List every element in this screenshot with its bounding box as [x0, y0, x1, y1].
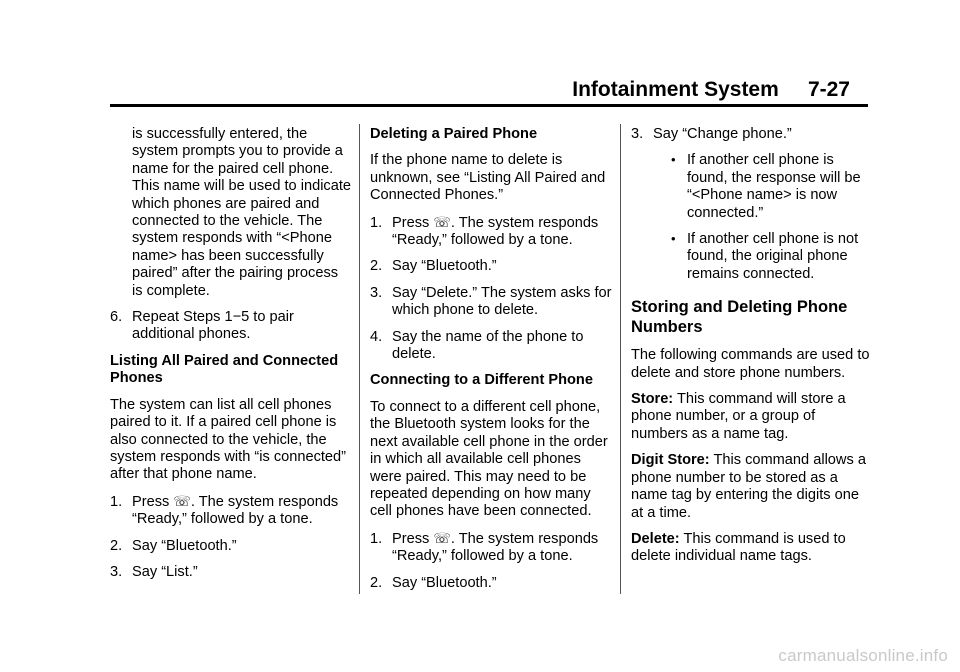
continued-paragraph: is successfully entered, the system prompts you to provide a name for the paired cell phone. This name will be used to indicate which phones are paired and connected to the vehicle. The system responds with “<Phone name> has been successfully paired” after the pairing process is complete.	[132, 126, 352, 299]
step-number: 3.	[370, 284, 383, 301]
step-text: Say “Change phone.”	[653, 126, 792, 142]
bullet-item	[631, 152, 873, 222]
step-number: 1.	[110, 493, 123, 510]
step-text: Say “Bluetooth.”	[392, 258, 497, 275]
step-text: Say “List.”	[132, 563, 198, 580]
column-1	[110, 126, 352, 590]
step-number: 2.	[370, 574, 383, 591]
step-text-post: . The system responds “Ready,” followed by a tone.	[132, 493, 339, 528]
deleting-paragraph: If the phone name to delete is unknown, see “Listing All Paired and Connected Phones.”	[370, 152, 606, 204]
listing-step-2	[110, 538, 352, 555]
section-heading-storing: Storing and Deleting Phone Numbers	[631, 298, 848, 337]
step-number: 6.	[110, 309, 123, 326]
storing-intro-paragraph: The following commands are used to delete and store phone numbers.	[631, 347, 870, 381]
phone-icon: ☏	[173, 492, 191, 509]
step-text: Say “Bluetooth.”	[392, 574, 497, 591]
step-6	[110, 309, 352, 344]
term-delete	[631, 531, 873, 566]
term-label: Digit Store:	[631, 452, 710, 469]
step-number: 3.	[110, 563, 123, 580]
column-3	[631, 126, 873, 575]
subheading-listing: Listing All Paired and Connected Phones	[110, 352, 339, 387]
step-text: Say “Bluetooth.”	[132, 537, 237, 554]
header-rule	[110, 104, 868, 107]
subheading-deleting: Deleting a Paired Phone	[370, 126, 538, 142]
connecting-paragraph: To connect to a different cell phone, the Bluetooth system looks for the next available cell phone in the order in which all available cell phones were paired. This may need to be repeated depending on how many cell phones have been connected.	[370, 398, 608, 520]
step-number: 3.	[631, 126, 644, 142]
page-header-title: Infotainment System 7-27	[572, 78, 850, 101]
step-number: 4.	[370, 328, 383, 345]
term-description: This command allows a phone number to be stored as a name tag by entering the digits one at a time.	[631, 452, 866, 521]
step-text-pre: Press	[392, 530, 434, 547]
bullet-icon: •	[671, 231, 676, 247]
phone-icon: ☏	[433, 529, 451, 546]
phone-icon: ☏	[433, 213, 451, 230]
term-store	[631, 391, 873, 443]
connect-step-3	[631, 126, 873, 143]
delete-step-1	[370, 214, 612, 250]
step-text-post: . The system responds “Ready,” followed by a tone.	[392, 214, 599, 249]
step-number: 2.	[110, 537, 123, 554]
bullet-text: If another cell phone is found, the response will be “<Phone name> is now connected.”	[687, 152, 861, 221]
listing-step-1	[110, 493, 352, 529]
step-text-pre: Press	[392, 214, 434, 231]
listing-step-3	[110, 564, 352, 581]
term-label: Delete:	[631, 530, 680, 547]
step-number: 2.	[370, 258, 383, 275]
column-divider-2	[620, 124, 621, 594]
bullet-text: If another cell phone is not found, the original phone remains connected.	[687, 231, 859, 282]
connect-step-1	[370, 530, 612, 566]
bullet-icon: •	[671, 152, 676, 168]
term-description: This command is used to delete individual name tags.	[631, 530, 846, 565]
step-text: Say “Delete.” The system asks for which phone to delete.	[392, 284, 612, 319]
column-2	[370, 126, 612, 601]
step-text-pre: Press	[132, 493, 174, 510]
step-number: 1.	[370, 530, 383, 547]
delete-step-4	[370, 329, 612, 364]
step-text-post: . The system responds “Ready,” followed by a tone.	[392, 530, 599, 565]
step-text: Repeat Steps 1−5 to pair additional phones.	[132, 309, 294, 343]
step-number: 1.	[370, 214, 383, 231]
term-description: This command will store a phone number, or a group of numbers as a name tag.	[631, 391, 846, 442]
watermark: carmanualsonline.info	[778, 646, 948, 665]
step-text: Say the name of the phone to delete.	[392, 328, 584, 363]
subheading-connecting: Connecting to a Different Phone	[370, 372, 593, 389]
term-label: Store:	[631, 391, 674, 408]
term-digit-store	[631, 452, 873, 522]
delete-step-3	[370, 285, 612, 320]
delete-step-2	[370, 258, 612, 275]
connect-step-2	[370, 575, 612, 592]
column-divider-1	[359, 124, 360, 594]
bullet-item	[631, 231, 873, 283]
listing-paragraph: The system can list all cell phones paired to it. If a paired cell phone is also connected to the vehicle, the system responds with “is connected” after that phone name.	[110, 396, 347, 483]
